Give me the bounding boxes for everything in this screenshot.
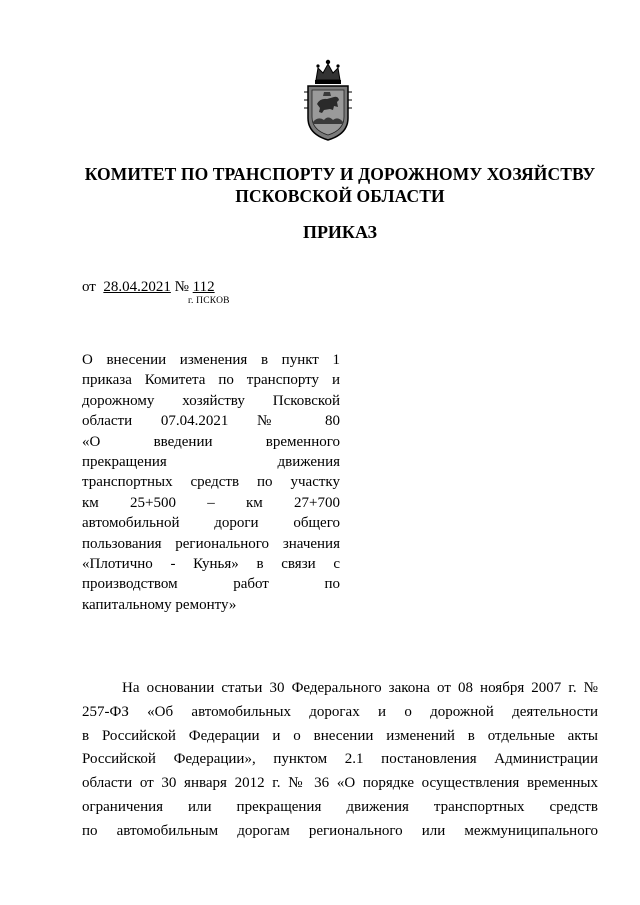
order-number: 112 (192, 279, 215, 295)
body-line: в Российской Федерации и о внесении изменений в отдельные акты (82, 727, 598, 744)
subject-line: «Плотично - Кунья» в связи с (82, 556, 340, 573)
body-line: 257-ФЗ «Об автомобильных дорогах и о дорожной деятельности (82, 703, 598, 720)
order-body-paragraph (82, 677, 598, 844)
body-line: ограничения или прекращения движения транспортных средств (82, 798, 598, 815)
subject-line: автомобильной дороги общего (82, 515, 340, 532)
subject-line: капитальному ремонту» (82, 596, 237, 613)
subject-line: прекращения движения (82, 454, 340, 471)
subject-line: км 25+500 – км 27+700 (82, 494, 340, 511)
body-line: по автомобильным дорогам регионального или межмуниципального (82, 822, 598, 839)
body-line: На основании статьи 30 Федерального закона от 08 ноября 2007 г. № (122, 680, 598, 696)
number-label: № (174, 279, 189, 295)
order-subject (82, 350, 340, 615)
document-type-heading: ПРИКАЗ (302, 222, 378, 242)
subject-line: пользования регионального значения (82, 535, 340, 552)
subject-line: О внесении изменения в пункт 1 (82, 352, 340, 368)
city-label: г. ПСКОВ (188, 296, 230, 306)
order-date: 28.04.2021 (103, 279, 171, 295)
subject-line: приказа Комитета по транспорту и (82, 372, 340, 389)
organization-title-line2: ПСКОВСКОЙ ОБЛАСТИ (235, 186, 445, 206)
subject-line: производством работ по (82, 576, 340, 593)
order-date-number-row (82, 278, 215, 296)
subject-line: транспортных средств по участку (82, 474, 340, 491)
organization-title-line1: КОМИТЕТ ПО ТРАНСПОРТУ И ДОРОЖНОМУ ХОЗЯЙСТВУ (84, 164, 596, 184)
subject-line: области 07.04.2021 № 80 (82, 413, 340, 430)
from-label: от (82, 279, 96, 295)
pskov-coat-of-arms-icon (300, 52, 356, 144)
body-line: области от 30 января 2012 г. № 36 «О порядке осуществления временных (82, 775, 598, 792)
body-line: Российской Федерации», пунктом 2.1 постановления Администрации (82, 751, 598, 768)
organization-title (40, 163, 640, 207)
subject-line: дорожному хозяйству Псковской (82, 392, 340, 409)
subject-line: «О введении временного (82, 433, 340, 450)
